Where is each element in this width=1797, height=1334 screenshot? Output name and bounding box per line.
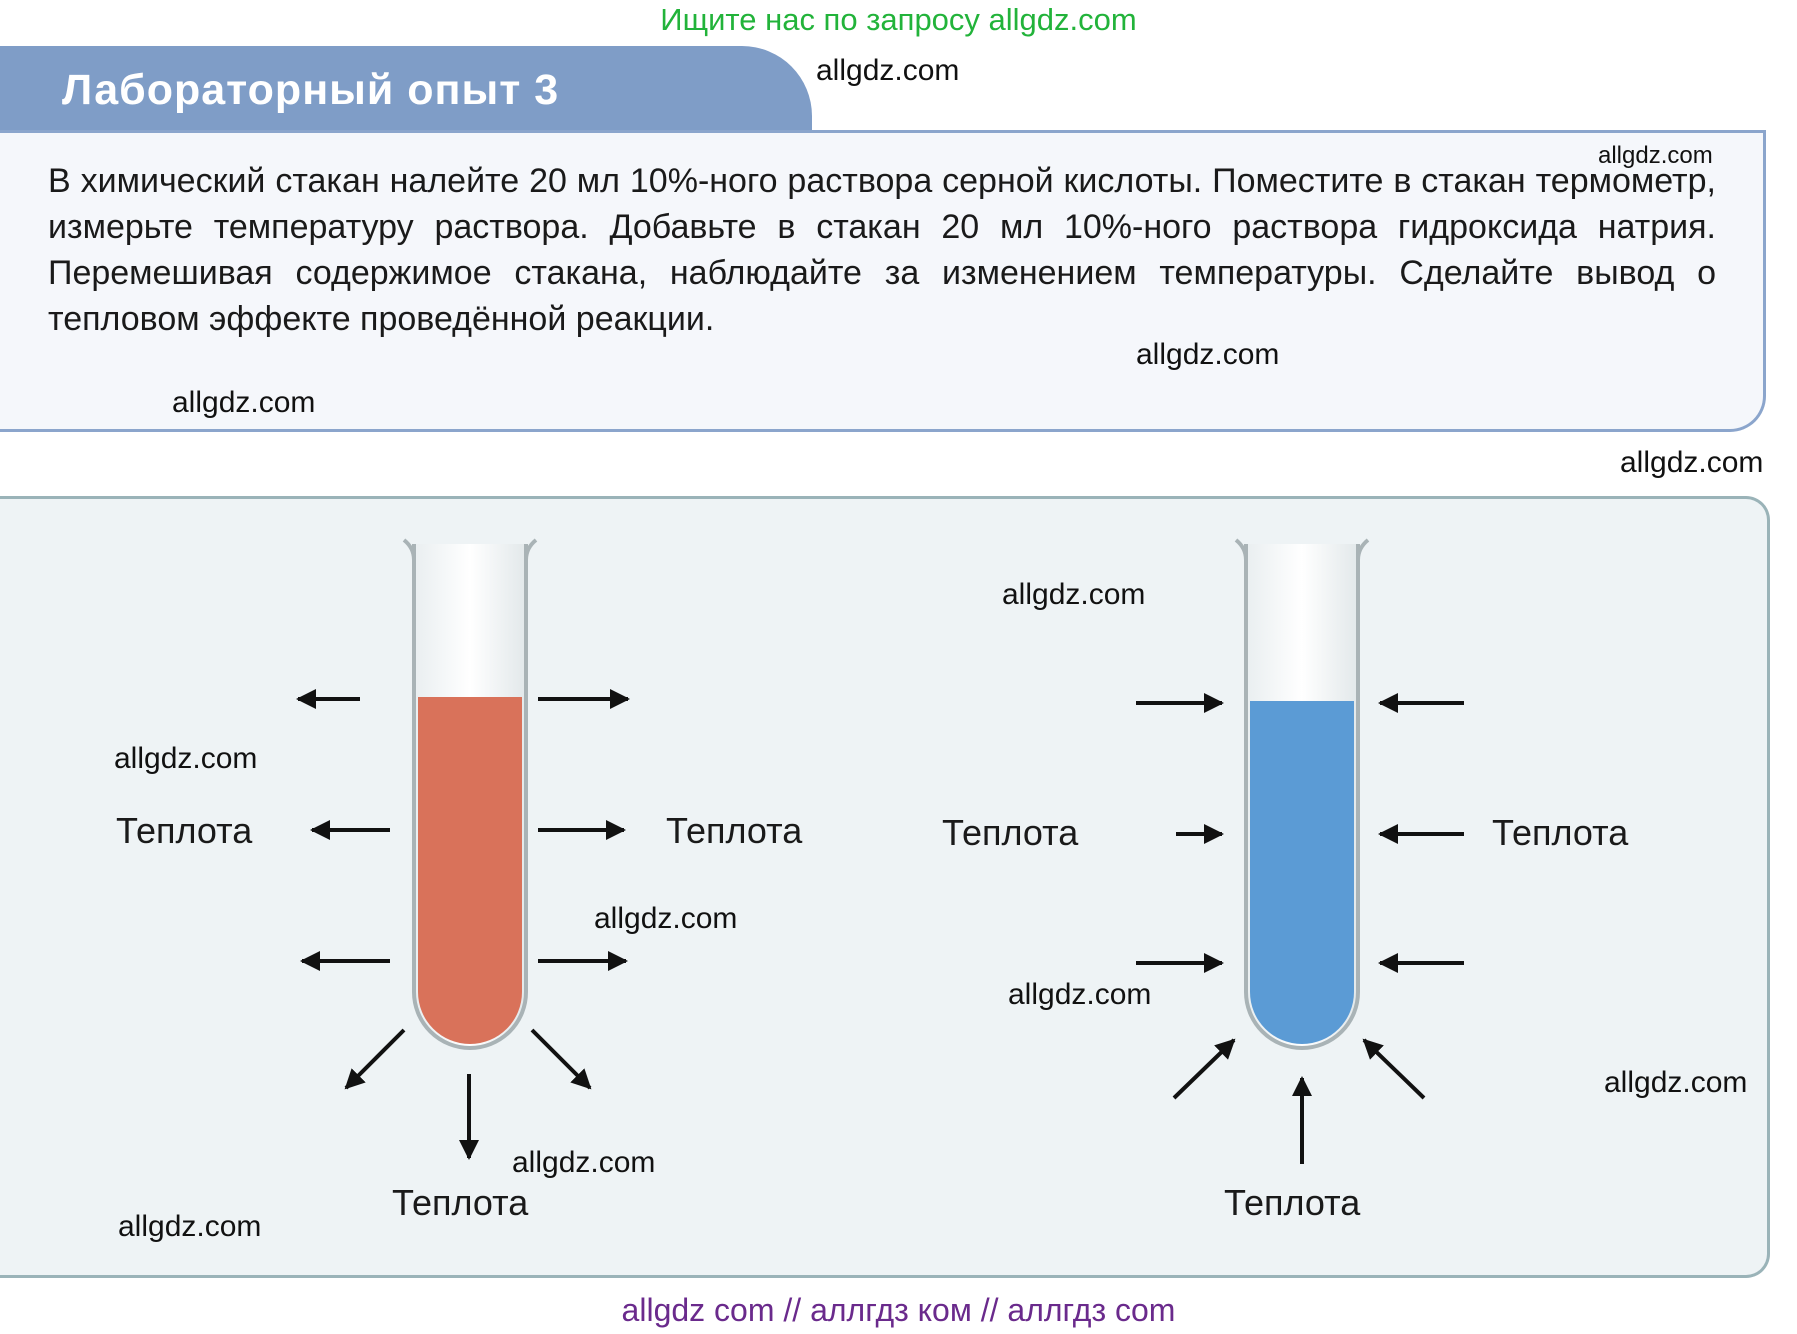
left-tube-heat-label-right: Теплота [666,810,803,851]
task-text: В химический стакан налейте 20 мл 10%-ного раствора серной кислоты. Поместите в стакан термометр, измерьте температуру раствора. Добавьте в стакан 20 мл 10%-ного раствора гидроксида натрия. Перемешивая содержимое стакана, наблюдайте за изменением температуры. Сделайте вывод о тепловом эффекте проведённой реакции. [48,162,1716,338]
right-test-tube [1236,540,1368,1048]
left-tube-liquid [418,697,522,1044]
page-title: Лабораторный опыт 3 [62,66,560,114]
watermark: allgdz.com [1604,1066,1748,1099]
right-tube-liquid [1250,701,1354,1044]
watermark: allgdz.com [1598,142,1713,169]
watermark: allgdz.com [1136,338,1280,371]
watermark: allgdz.com [816,54,960,87]
bottom-banner: allgdz com // аллгдз ком // аллгдз com [621,1292,1176,1328]
watermark: allgdz.com [172,386,316,419]
right-tube-heat-label-bottom: Теплота [1224,1182,1361,1223]
watermark: allgdz.com [1002,578,1146,611]
left-test-tube [404,540,536,1048]
watermark: allgdz.com [118,1210,262,1243]
top-banner: Ищите нас по запросу allgdz.com [660,2,1137,37]
right-tube-heat-label-left: Теплота [942,812,1079,853]
watermark: allgdz.com [1620,446,1764,479]
watermark: allgdz.com [512,1146,656,1179]
arrow-out-bottom-right [532,1030,590,1088]
watermark: allgdz.com [594,902,738,935]
arrow-in-bottom-right [1364,1040,1424,1098]
left-tube-heat-label-bottom: Теплота [392,1182,529,1223]
arrow-in-bottom-left [1174,1040,1234,1098]
watermark: allgdz.com [114,742,258,775]
arrow-out-bottom-left [346,1030,404,1088]
left-tube-heat-label-left: Теплота [116,810,253,851]
watermark: allgdz.com [1008,978,1152,1011]
right-tube-heat-label-right: Теплота [1492,812,1629,853]
